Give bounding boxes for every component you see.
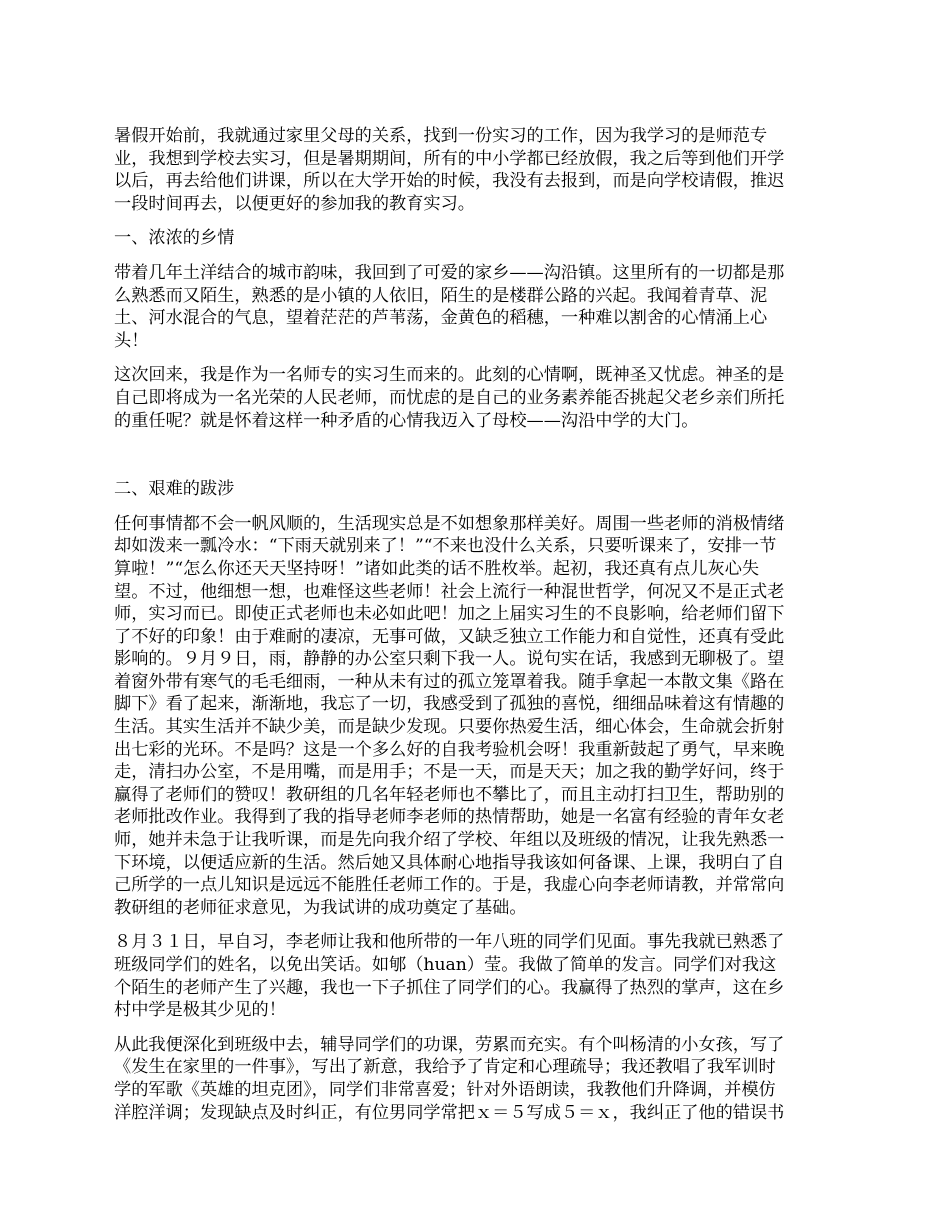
section2-paragraph-3: 从此我便深化到班级中去，辅导同学们的功课，劳累而充实。有个叫杨清的小女孩，写了 《发生在家里的一件事》，写出了新意，我给予了肯定和心理疏导；我还教唱了我军训时 学的军歌《英雄的坦克团》，同学们非常喜爱；针对外语朗读，我教他们升降调，并模仿 洋腔洋调；发现缺点及时纠正，有位男同学常把ｘ＝５写成５＝ｘ，我纠正了他的错误书 [114,1034,785,1123]
section2-paragraph-2: ８月３１日，早自习，李老师让我和他所带的一年八班的同学们见面。事先我就已熟悉了 班级同学们的姓名，以免出笑话。如郇（huan）莹。我做了简单的发言。同学们对我这 个陌生的老师产生了兴趣，我也一下子抓住了同学们的心。我赢得了热烈的掌声，这在乡 村中学是极其少见的！ [114,932,785,1021]
section2-paragraph-1: 任何事情都不会一帆风顺的，生活现实总是不如想象那样美好。周围一些老师的消极情绪 却如泼来一瓢冷水：“下雨天就别来了！”“不来也没什么关系，只要听课来了，安排一节 算啦！”“怎么你还天天坚持呀！”诸如此类的话不胜枚举。起初，我还真有点儿灰心失 望。不过，他细想一想，也难怪这些老师！社会上流行一种混世哲学，何况又不是正式老 师，实习而已。即使正式老师也未必如此吧！加之上届实习生的不良影响，给老师们留下 了不好的印象！由于难耐的凄凉，无事可做，又缺乏独立工作能力和自觉性，还真有受此 影响的。９月９日，雨，静静的办公室只剩下我一人。说句实在话，我感到无聊极了。望 着窗外带有寒气的毛毛细雨，一种从未有过的孤立笼罩着我。随手拿起一本散文集《路在 脚下》看了起来，渐渐地，我忘了一切，我感受到了孤独的喜悦，细细品味着这有情趣的 生活。其实生活并不缺少美，而是缺少发现。只要你热爱生活，细心体会，生命就会折射 出七彩的光环。不是吗？这是一个多么好的自我考验机会呀！我重新鼓起了勇气，早来晚 走，清扫办公室，不是用嘴，而是用手；不是一天，而是天天；加之我的勤学好问，终于 赢得了老师们的赞叹！教研组的几名年轻老师也不攀比了，而且主动打扫卫生，帮助别的 老师批改作业。我得到了我的指导老师李老师的热情帮助，她是一名富有经验的青年女老 师，她并未急于让我听课，而是先向我介绍了学校、年组以及班级的情况，让我先熟悉一 下环境，以便适应新的生活。然后她又具体耐心地指导我该如何备课、上课，我明白了自 己所学的一点儿知识是远远不能胜任老师工作的。于是，我虚心向李老师请教，并常常向 教研组的老师征求意见，为我试讲的成功奠定了基础。 [114,513,785,918]
section1-paragraph-2: 这次回来，我是作为一名师专的实习生而来的。此刻的心情啊，既神圣又忧虑。神圣的是 自己即将成为一名光荣的人民老师，而忧虑的是自己的业务素养能否挑起父老乡亲们所托 的重任呢？就是怀着这样一种矛盾的心情我迈入了母校——沟沿中学的大门。 [114,365,785,431]
intro-paragraph: 暑假开始前，我就通过家里父母的关系，找到一份实习的工作，因为我学习的是师范专 业，我想到学校去实习，但是暑期期间，所有的中小学都已经放假，我之后等到他们开学 以后，再去给他们讲课，所以在大学开始的时候，我没有去报到，而是向学校请假，推迟 一段时间再去，以便更好的参加我的教育实习。 [114,126,785,214]
section-heading-2: 二、艰难的跋涉 [114,479,235,500]
document-page [114,125,838,1136]
section-spacer [114,444,838,478]
section-heading-1: 一、浓浓的乡情 [114,228,235,249]
section1-paragraph-1: 带着几年土洋结合的城市韵味，我回到了可爱的家乡——沟沿镇。这里所有的一切都是那 么熟悉而又陌生，熟悉的是小镇的人依旧，陌生的是楼群公路的兴起。我闻着青草、泥 土、河水混合的气息，望着茫茫的芦苇荡，金黄色的稻穗，一种难以割舍的心情涌上心 头！ [114,262,785,351]
